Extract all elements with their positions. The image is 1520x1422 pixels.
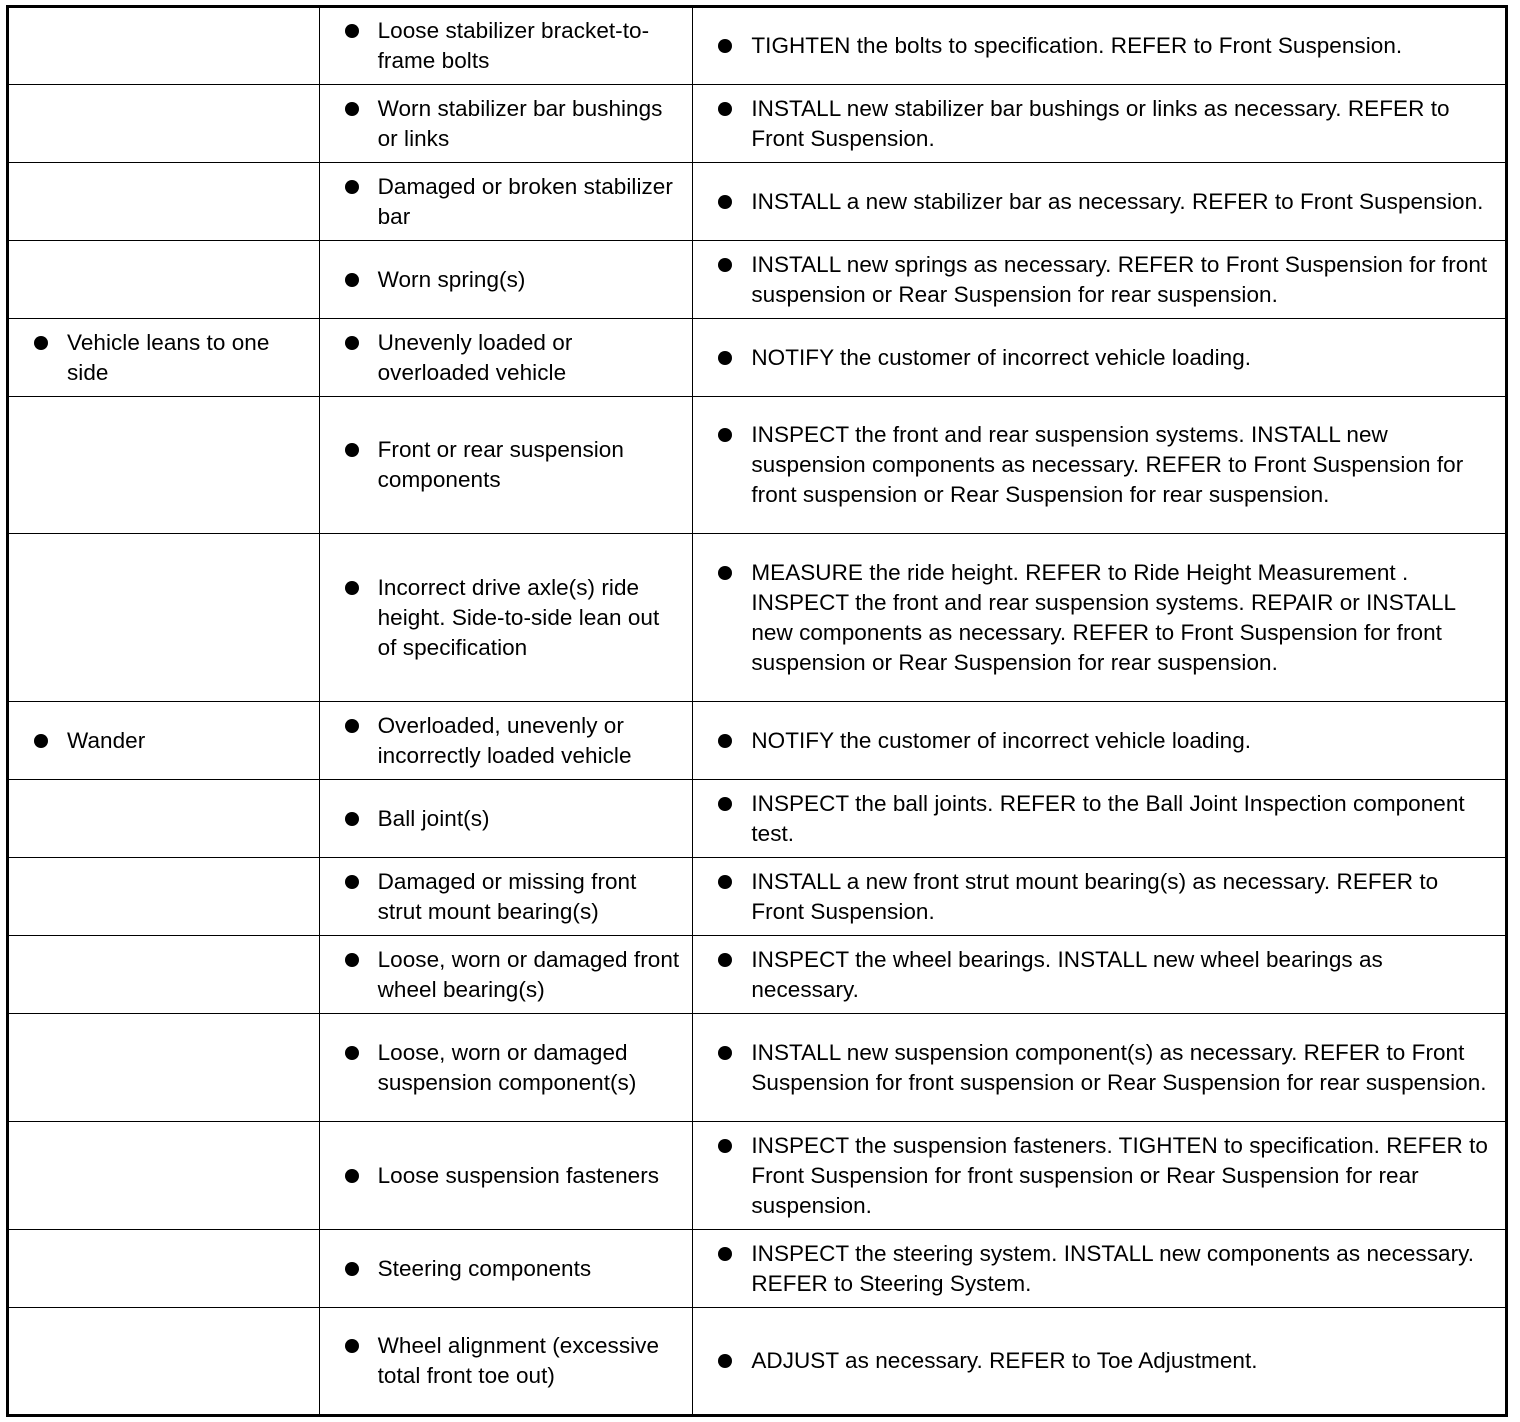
condition-item <box>9 328 319 388</box>
table-row <box>8 1230 1507 1308</box>
cause-text: Ball joint(s) <box>377 805 490 831</box>
bullet-icon <box>718 1046 732 1060</box>
action-text: INSPECT the steering system. INSTALL new components as necessary. REFER to Steering System. <box>751 1240 1475 1296</box>
action-cell <box>693 397 1507 534</box>
condition-text: Vehicle leans to one side <box>67 329 270 385</box>
condition-cell <box>8 85 320 163</box>
bullet-icon <box>345 581 359 595</box>
action-item <box>693 343 1505 373</box>
bullet-icon <box>345 812 359 826</box>
cause-cell <box>319 85 693 163</box>
bullet-icon <box>345 102 359 116</box>
bullet-icon <box>34 734 48 748</box>
bullet-icon <box>718 428 732 442</box>
condition-cell <box>8 1122 320 1230</box>
action-cell <box>693 1014 1507 1122</box>
action-item <box>693 558 1505 678</box>
bullet-icon <box>345 1046 359 1060</box>
cause-cell <box>319 241 693 319</box>
condition-cell <box>8 780 320 858</box>
action-item <box>693 420 1505 510</box>
action-text: INSPECT the suspension fasteners. TIGHTEN to specification. REFER to Front Suspension for front suspension or Rear Suspension for rear suspension. <box>751 1132 1488 1218</box>
cause-item <box>320 945 693 1005</box>
cause-item <box>320 711 693 771</box>
bullet-icon <box>345 1169 359 1183</box>
action-item <box>693 1038 1505 1098</box>
bullet-icon <box>345 1339 359 1353</box>
action-cell <box>693 780 1507 858</box>
cause-text: Wheel alignment (excessive total front toe out) <box>377 1333 660 1388</box>
table-row <box>8 397 1507 534</box>
action-text: NOTIFY the customer of incorrect vehicle loading. <box>751 727 1252 753</box>
table-row <box>8 702 1507 780</box>
action-item <box>693 726 1505 756</box>
cause-cell <box>319 7 693 85</box>
condition-cell <box>8 534 320 702</box>
cause-item <box>320 435 693 495</box>
condition-cell <box>8 858 320 936</box>
action-item <box>693 250 1505 310</box>
table-row <box>8 319 1507 397</box>
action-cell <box>693 702 1507 780</box>
action-text: MEASURE the ride height. REFER to Ride Height Measurement . INSPECT the front and rear suspension systems. REPAIR or INSTALL new components as necessary. REFER to Front Suspension for front suspension or Rear Suspension for rear suspension. <box>751 559 1456 675</box>
action-cell <box>693 241 1507 319</box>
condition-cell <box>8 241 320 319</box>
action-item <box>693 1131 1505 1221</box>
bullet-icon <box>718 1247 732 1261</box>
bullet-icon <box>718 875 732 889</box>
bullet-icon <box>345 953 359 967</box>
bullet-icon <box>718 102 732 116</box>
action-text: NOTIFY the customer of incorrect vehicle loading. <box>751 344 1252 370</box>
action-cell <box>693 319 1507 397</box>
cause-text: Worn stabilizer bar bushings or links <box>377 95 663 151</box>
condition-cell <box>8 1230 320 1308</box>
cause-cell <box>319 858 693 936</box>
action-cell <box>693 936 1507 1014</box>
action-text: ADJUST as necessary. REFER to Toe Adjustment. <box>751 1348 1258 1373</box>
action-text: INSTALL new suspension component(s) as necessary. REFER to Front Suspension for front suspension or Rear Suspension for rear suspension. <box>751 1039 1487 1095</box>
bullet-icon <box>345 1262 359 1276</box>
cause-text: Damaged or broken stabilizer bar <box>377 173 673 229</box>
condition-cell <box>8 319 320 397</box>
cause-item <box>320 804 693 834</box>
condition-cell <box>8 1308 320 1416</box>
bullet-icon <box>718 953 732 967</box>
bullet-icon <box>718 734 732 748</box>
table-row <box>8 1308 1507 1416</box>
action-cell <box>693 163 1507 241</box>
action-item <box>693 187 1505 217</box>
condition-cell <box>8 702 320 780</box>
action-item <box>693 867 1505 927</box>
cause-cell <box>319 534 693 702</box>
bullet-icon <box>34 336 48 350</box>
condition-cell <box>8 936 320 1014</box>
bullet-icon <box>718 797 732 811</box>
cause-text: Damaged or missing front strut mount bearing(s) <box>377 868 637 924</box>
bullet-icon <box>718 39 732 53</box>
bullet-icon <box>345 336 359 350</box>
cause-item <box>320 265 693 295</box>
bullet-icon <box>718 351 732 365</box>
cause-item <box>320 1038 693 1098</box>
cause-cell <box>319 1308 693 1416</box>
action-text: INSTALL a new front strut mount bearing(s) as necessary. REFER to Front Suspension. <box>751 868 1439 924</box>
action-text: INSPECT the front and rear suspension systems. INSTALL new suspension components as necessary. REFER to Front Suspension for front suspension or Rear Suspension for rear suspension. <box>751 422 1464 507</box>
table-row <box>8 858 1507 936</box>
bullet-icon <box>718 566 732 580</box>
cause-cell <box>319 702 693 780</box>
bullet-icon <box>718 258 732 272</box>
action-text: INSTALL new springs as necessary. REFER to Front Suspension for front suspension or Rear Suspension for rear suspension. <box>751 251 1488 307</box>
bullet-icon <box>345 443 359 457</box>
cause-cell <box>319 1014 693 1122</box>
bullet-icon <box>345 875 359 889</box>
cause-cell <box>319 1122 693 1230</box>
table-row <box>8 936 1507 1014</box>
action-text: INSPECT the ball joints. REFER to the Ball Joint Inspection component test. <box>751 790 1465 846</box>
action-cell <box>693 7 1507 85</box>
action-cell <box>693 85 1507 163</box>
cause-cell <box>319 1230 693 1308</box>
action-cell <box>693 1308 1507 1416</box>
action-item <box>693 1346 1505 1376</box>
table-row <box>8 534 1507 702</box>
cause-item <box>320 1254 693 1284</box>
cause-text: Steering components <box>377 1255 592 1281</box>
condition-item <box>9 726 319 756</box>
table-row <box>8 780 1507 858</box>
condition-text: Wander <box>67 727 146 753</box>
cause-text: Front or rear suspension components <box>377 437 624 492</box>
action-item <box>693 945 1505 1005</box>
action-item <box>693 31 1505 61</box>
cause-item <box>320 16 693 76</box>
bullet-icon <box>345 719 359 733</box>
action-text: INSTALL new stabilizer bar bushings or links as necessary. REFER to Front Suspension. <box>751 95 1450 151</box>
cause-cell <box>319 780 693 858</box>
cause-text: Incorrect drive axle(s) ride height. Side-to-side lean out of specification <box>377 574 660 660</box>
cause-item <box>320 328 693 388</box>
bullet-icon <box>345 273 359 287</box>
cause-item <box>320 1331 693 1391</box>
cause-text: Loose suspension fasteners <box>377 1162 660 1188</box>
cause-cell <box>319 319 693 397</box>
cause-cell <box>319 163 693 241</box>
condition-cell <box>8 7 320 85</box>
cause-item <box>320 1161 693 1191</box>
table-row <box>8 163 1507 241</box>
table-row <box>8 85 1507 163</box>
action-item <box>693 789 1505 849</box>
table-row <box>8 241 1507 319</box>
condition-cell <box>8 1014 320 1122</box>
bullet-icon <box>345 24 359 38</box>
diagnosis-table-body <box>8 7 1507 1416</box>
cause-item <box>320 172 693 232</box>
cause-text: Unevenly loaded or overloaded vehicle <box>377 329 573 385</box>
cause-text: Loose stabilizer bracket-to-frame bolts <box>377 18 650 73</box>
cause-text: Loose, worn or damaged front wheel bearing(s) <box>377 946 680 1002</box>
action-cell <box>693 1230 1507 1308</box>
cause-item <box>320 94 693 154</box>
cause-cell <box>319 936 693 1014</box>
table-row <box>8 7 1507 85</box>
table-row <box>8 1014 1507 1122</box>
cause-item <box>320 573 693 663</box>
bullet-icon <box>345 180 359 194</box>
condition-cell <box>8 163 320 241</box>
action-text: INSTALL a new stabilizer bar as necessary. REFER to Front Suspension. <box>751 188 1484 214</box>
action-text: TIGHTEN the bolts to specification. REFER to Front Suspension. <box>751 33 1403 58</box>
bullet-icon <box>718 195 732 209</box>
action-item <box>693 1239 1505 1299</box>
action-cell <box>693 1122 1507 1230</box>
cause-text: Overloaded, unevenly or incorrectly loaded vehicle <box>377 712 632 768</box>
cause-item <box>320 867 693 927</box>
action-item <box>693 94 1505 154</box>
action-cell <box>693 858 1507 936</box>
cause-text: Worn spring(s) <box>377 266 526 292</box>
action-cell <box>693 534 1507 702</box>
cause-cell <box>319 397 693 534</box>
action-text: INSPECT the wheel bearings. INSTALL new wheel bearings as necessary. <box>751 946 1383 1002</box>
cause-text: Loose, worn or damaged suspension component(s) <box>377 1039 637 1095</box>
bullet-icon <box>718 1354 732 1368</box>
diagnosis-table <box>6 5 1508 1417</box>
condition-cell <box>8 397 320 534</box>
bullet-icon <box>718 1139 732 1153</box>
table-row <box>8 1122 1507 1230</box>
